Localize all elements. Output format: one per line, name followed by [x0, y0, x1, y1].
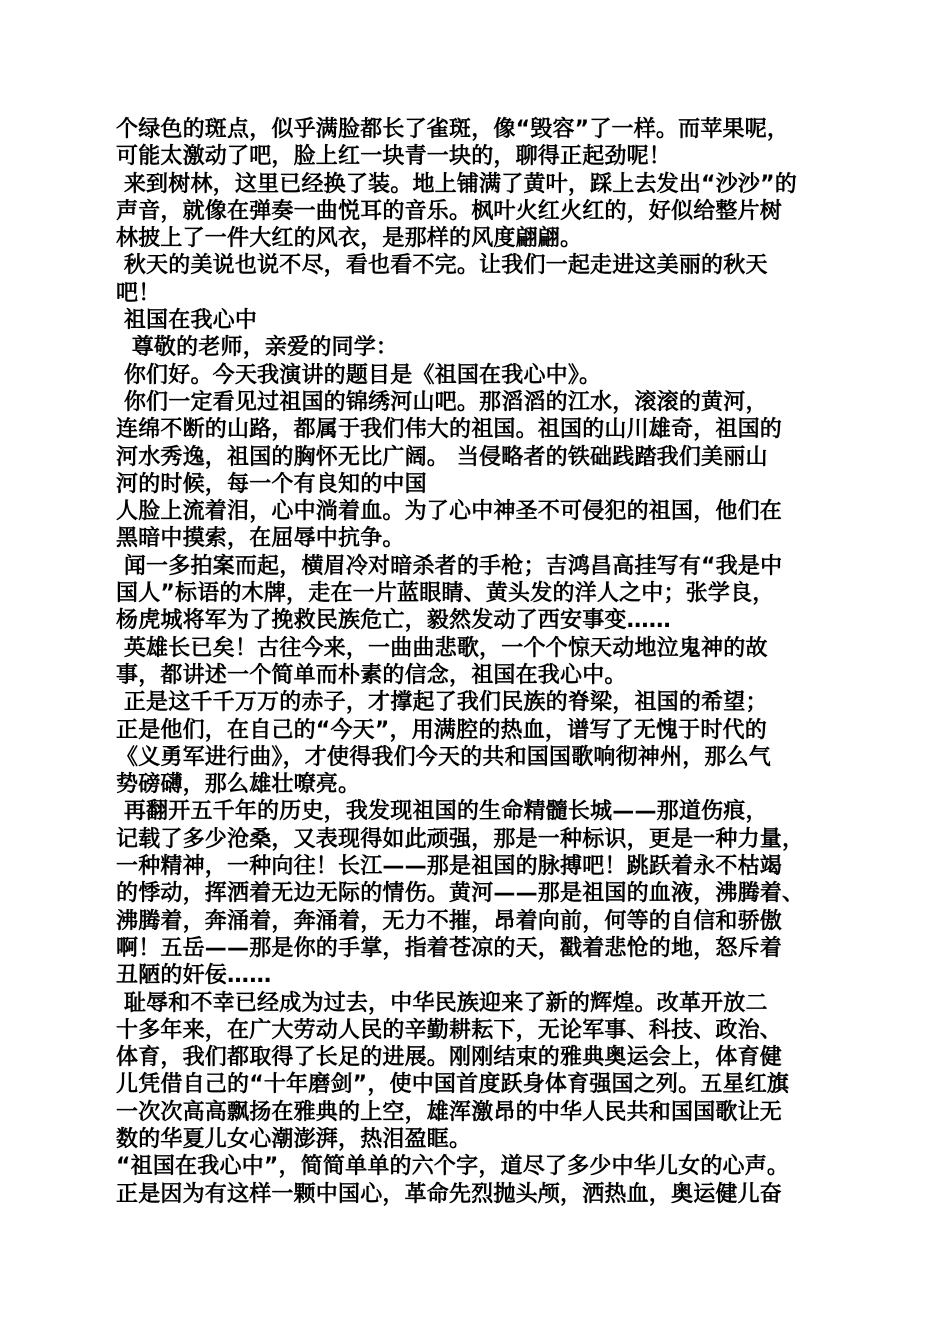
text-line: 再翻开五千年的历史，我发现祖国的生命精髓长城——那道伤痕， — [116, 799, 768, 825]
text-line: 个绿色的斑点，似乎满脸都长了雀斑，像“毁容”了一样。而苹果呢， — [116, 117, 790, 142]
text-line: 事，都讲述一个简单而朴素的信念，祖国在我心中。 — [116, 662, 627, 688]
text-line: 秋天的美说也说不尽，看也看不完。让我们一起走进这美丽的秋天 — [116, 253, 768, 279]
text-line: 你们好。今天我演讲的题目是《祖国在我心中》。 — [116, 362, 602, 388]
text-line: 一种精神，一种向往！长江——那是祖国的脉搏吧！跳跃着永不枯竭 — [116, 854, 783, 880]
text-line: “祖国在我心中”，简简单单的六个字，道尽了多少中华儿女的心声。 — [116, 1154, 790, 1180]
text-line: 吧！ — [116, 280, 161, 306]
text-line: 声音，就像在弹奏一曲悦耳的音乐。枫叶火红火红的，好似给整片树 — [116, 198, 783, 224]
text-line: 闻一多拍案而起，横眉冷对暗杀者的手枪；吉鸿昌高挂写有“我是中 — [116, 553, 783, 579]
text-line: 沸腾着，奔涌着，奔涌着，无力不摧，昂着向前，何等的自信和骄傲 — [116, 908, 783, 934]
text-line: 河水秀逸，祖国的胸怀无比广阔。 当侵略者的铁础践踏我们美丽山 — [116, 444, 768, 470]
text-line: 祖国在我心中 — [116, 308, 258, 334]
text-line: 丑陋的奸佞…… — [116, 963, 272, 989]
text-line: 体育，我们都取得了长足的进展。刚刚结束的雅典奥运会上，体育健 — [116, 1045, 783, 1071]
text-line: 河的时候，每一个有良知的中国 — [116, 471, 427, 497]
text-line: 可能太激动了吧，脸上红一块青一块的，聊得正起劲呢！ — [116, 144, 672, 170]
text-line: 正是因为有这样一颗中国心，革命先烈抛头颅，洒热血，奥运健儿奋 — [116, 1181, 783, 1207]
text-line: 耻辱和不幸已经成为过去，中华民族迎来了新的辉煌。改革开放二 — [116, 990, 768, 1016]
text-line: 十多年来，在广大劳动人民的辛勤耕耘下，无论军事、科技、政治、 — [116, 1017, 783, 1043]
text-line: 儿凭借自己的“十年磨剑”，使中国首度跃身体育强国之列。五星红旗 — [116, 1072, 790, 1098]
text-line: 一次次高高飘扬在雅典的上空，雄浑激昂的中华人民共和国国歌让无 — [116, 1099, 783, 1125]
text-line: 国人”标语的木牌，走在一片蓝眼睛、黄头发的洋人之中；张学良， — [116, 581, 775, 607]
text-line: 林披上了一件大红的风衣，是那样的风度翩翩。 — [116, 226, 583, 252]
body-text — [116, 116, 856, 1208]
text-line: 《义勇军进行曲》，才使得我们今天的共和国国歌响彻神州，那么气 — [116, 744, 772, 770]
text-line: 啊！五岳——那是你的手掌，指着苍凉的天，戳着悲怆的地，怒斥着 — [116, 935, 783, 961]
text-line: 尊敬的老师，亲爱的同学： — [116, 335, 399, 361]
text-line: 连绵不断的山路，都属于我们伟大的祖国。祖国的山川雄奇，祖国的 — [116, 417, 783, 443]
text-line: 黑暗中摸索，在屈辱中抗争。 — [116, 526, 405, 552]
text-line: 人脸上流着泪，心中淌着血。为了心中神圣不可侵犯的祖国，他们在 — [116, 499, 783, 525]
text-line: 来到树林，这里已经换了装。地上铺满了黄叶，踩上去发出“沙沙”的 — [116, 171, 797, 197]
text-line: 势磅礴，那么雄壮嘹亮。 — [116, 772, 361, 798]
text-line: 英雄长已矣！古往今来，一曲曲悲歌，一个个惊天动地泣鬼神的故 — [116, 635, 768, 661]
text-line: 记载了多少沧桑，又表现得如此顽强，那是一种标识，更是一种力量， — [116, 826, 805, 852]
text-line: 你们一定看见过祖国的锦绣河山吧。那滔滔的江水，滚滚的黄河， — [116, 389, 768, 415]
text-line: 数的华夏儿女心潮澎湃，热泪盈眶。 — [116, 1126, 472, 1152]
text-line: 正是这千千万万的赤子，才撑起了我们民族的脊梁，祖国的希望； — [116, 690, 768, 716]
text-line: 的悸动，挥洒着无边无际的情伤。黄河——那是祖国的血液，沸腾着、 — [116, 881, 805, 907]
text-line: 杨虎城将军为了挽救民族危亡，毅然发动了西安事变…… — [116, 608, 672, 634]
text-line: 正是他们，在自己的“今天”，用满腔的热血，谱写了无愧于时代的 — [116, 717, 767, 743]
